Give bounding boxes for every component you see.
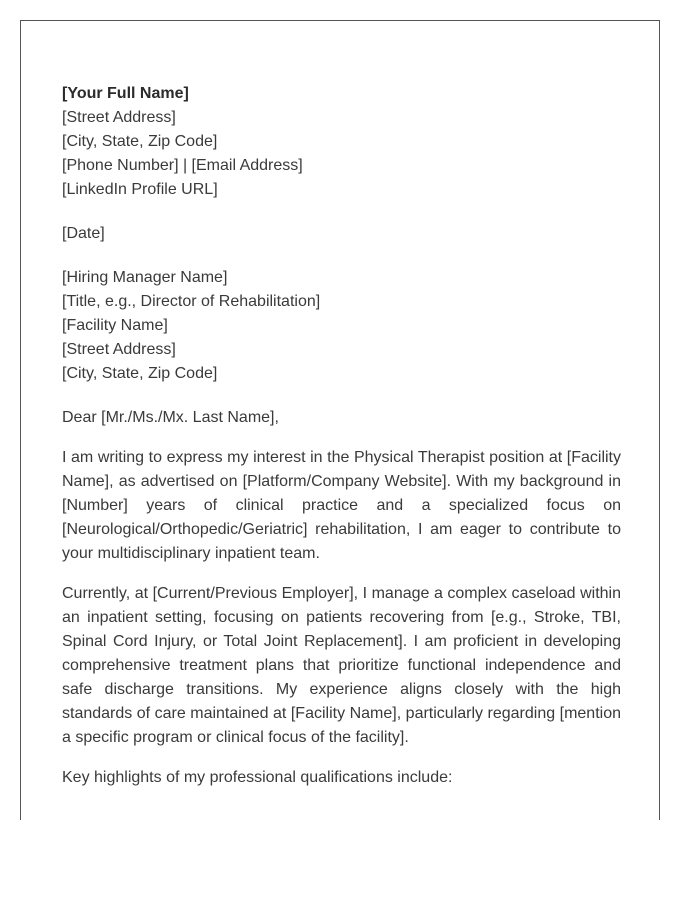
letter-page	[20, 20, 660, 820]
spacer	[62, 430, 621, 446]
body-paragraph-experience: Currently, at [Current/Previous Employer], I manage a complex caseload within an inpatient setting, focusing on patients recovering from [e.g., Stroke, TBI, Spinal Cord Injury, or Total Joint Replacement]. I am proficient in developing comprehensive treatment plans that prioritize functional independence and safe discharge transitions. My experience aligns closely with the high standards of care maintained at [Facility Name], particularly regarding [mention a specific program or clinical focus of the facility].	[62, 585, 621, 746]
recipient-title: [Title, e.g., Director of Rehabilitation]	[62, 293, 321, 310]
recipient-facility: [Facility Name]	[62, 317, 168, 334]
body-paragraph-highlights: Key highlights of my professional qualifications include:	[62, 769, 453, 786]
spacer	[62, 566, 621, 582]
sender-name: [Your Full Name]	[62, 85, 189, 102]
sender-block	[62, 82, 621, 202]
body-paragraph-intro: I am writing to express my interest in the Physical Therapist position at [Facility Name], as advertised on [Platform/Company Website]. With my background in [Number] years of clinical practice and a specialized focus on [Neurological/Orthopedic/Geriatric] rehabilitation, I am eager to contribute to your multidisciplinary inpatient team.	[62, 449, 621, 562]
spacer	[62, 386, 621, 406]
salutation: Dear [Mr./Ms./Mx. Last Name],	[62, 409, 279, 426]
recipient-manager: [Hiring Manager Name]	[62, 269, 228, 286]
letter-content	[62, 82, 621, 790]
sender-city: [City, State, Zip Code]	[62, 133, 218, 150]
sender-linkedin: [LinkedIn Profile URL]	[62, 181, 218, 198]
spacer	[62, 750, 621, 766]
spacer	[62, 202, 621, 222]
recipient-street: [Street Address]	[62, 341, 176, 358]
recipient-city: [City, State, Zip Code]	[62, 365, 218, 382]
sender-street: [Street Address]	[62, 109, 176, 126]
recipient-block	[62, 266, 621, 386]
spacer	[62, 246, 621, 266]
sender-contact: [Phone Number] | [Email Address]	[62, 157, 303, 174]
letter-date: [Date]	[62, 225, 105, 242]
